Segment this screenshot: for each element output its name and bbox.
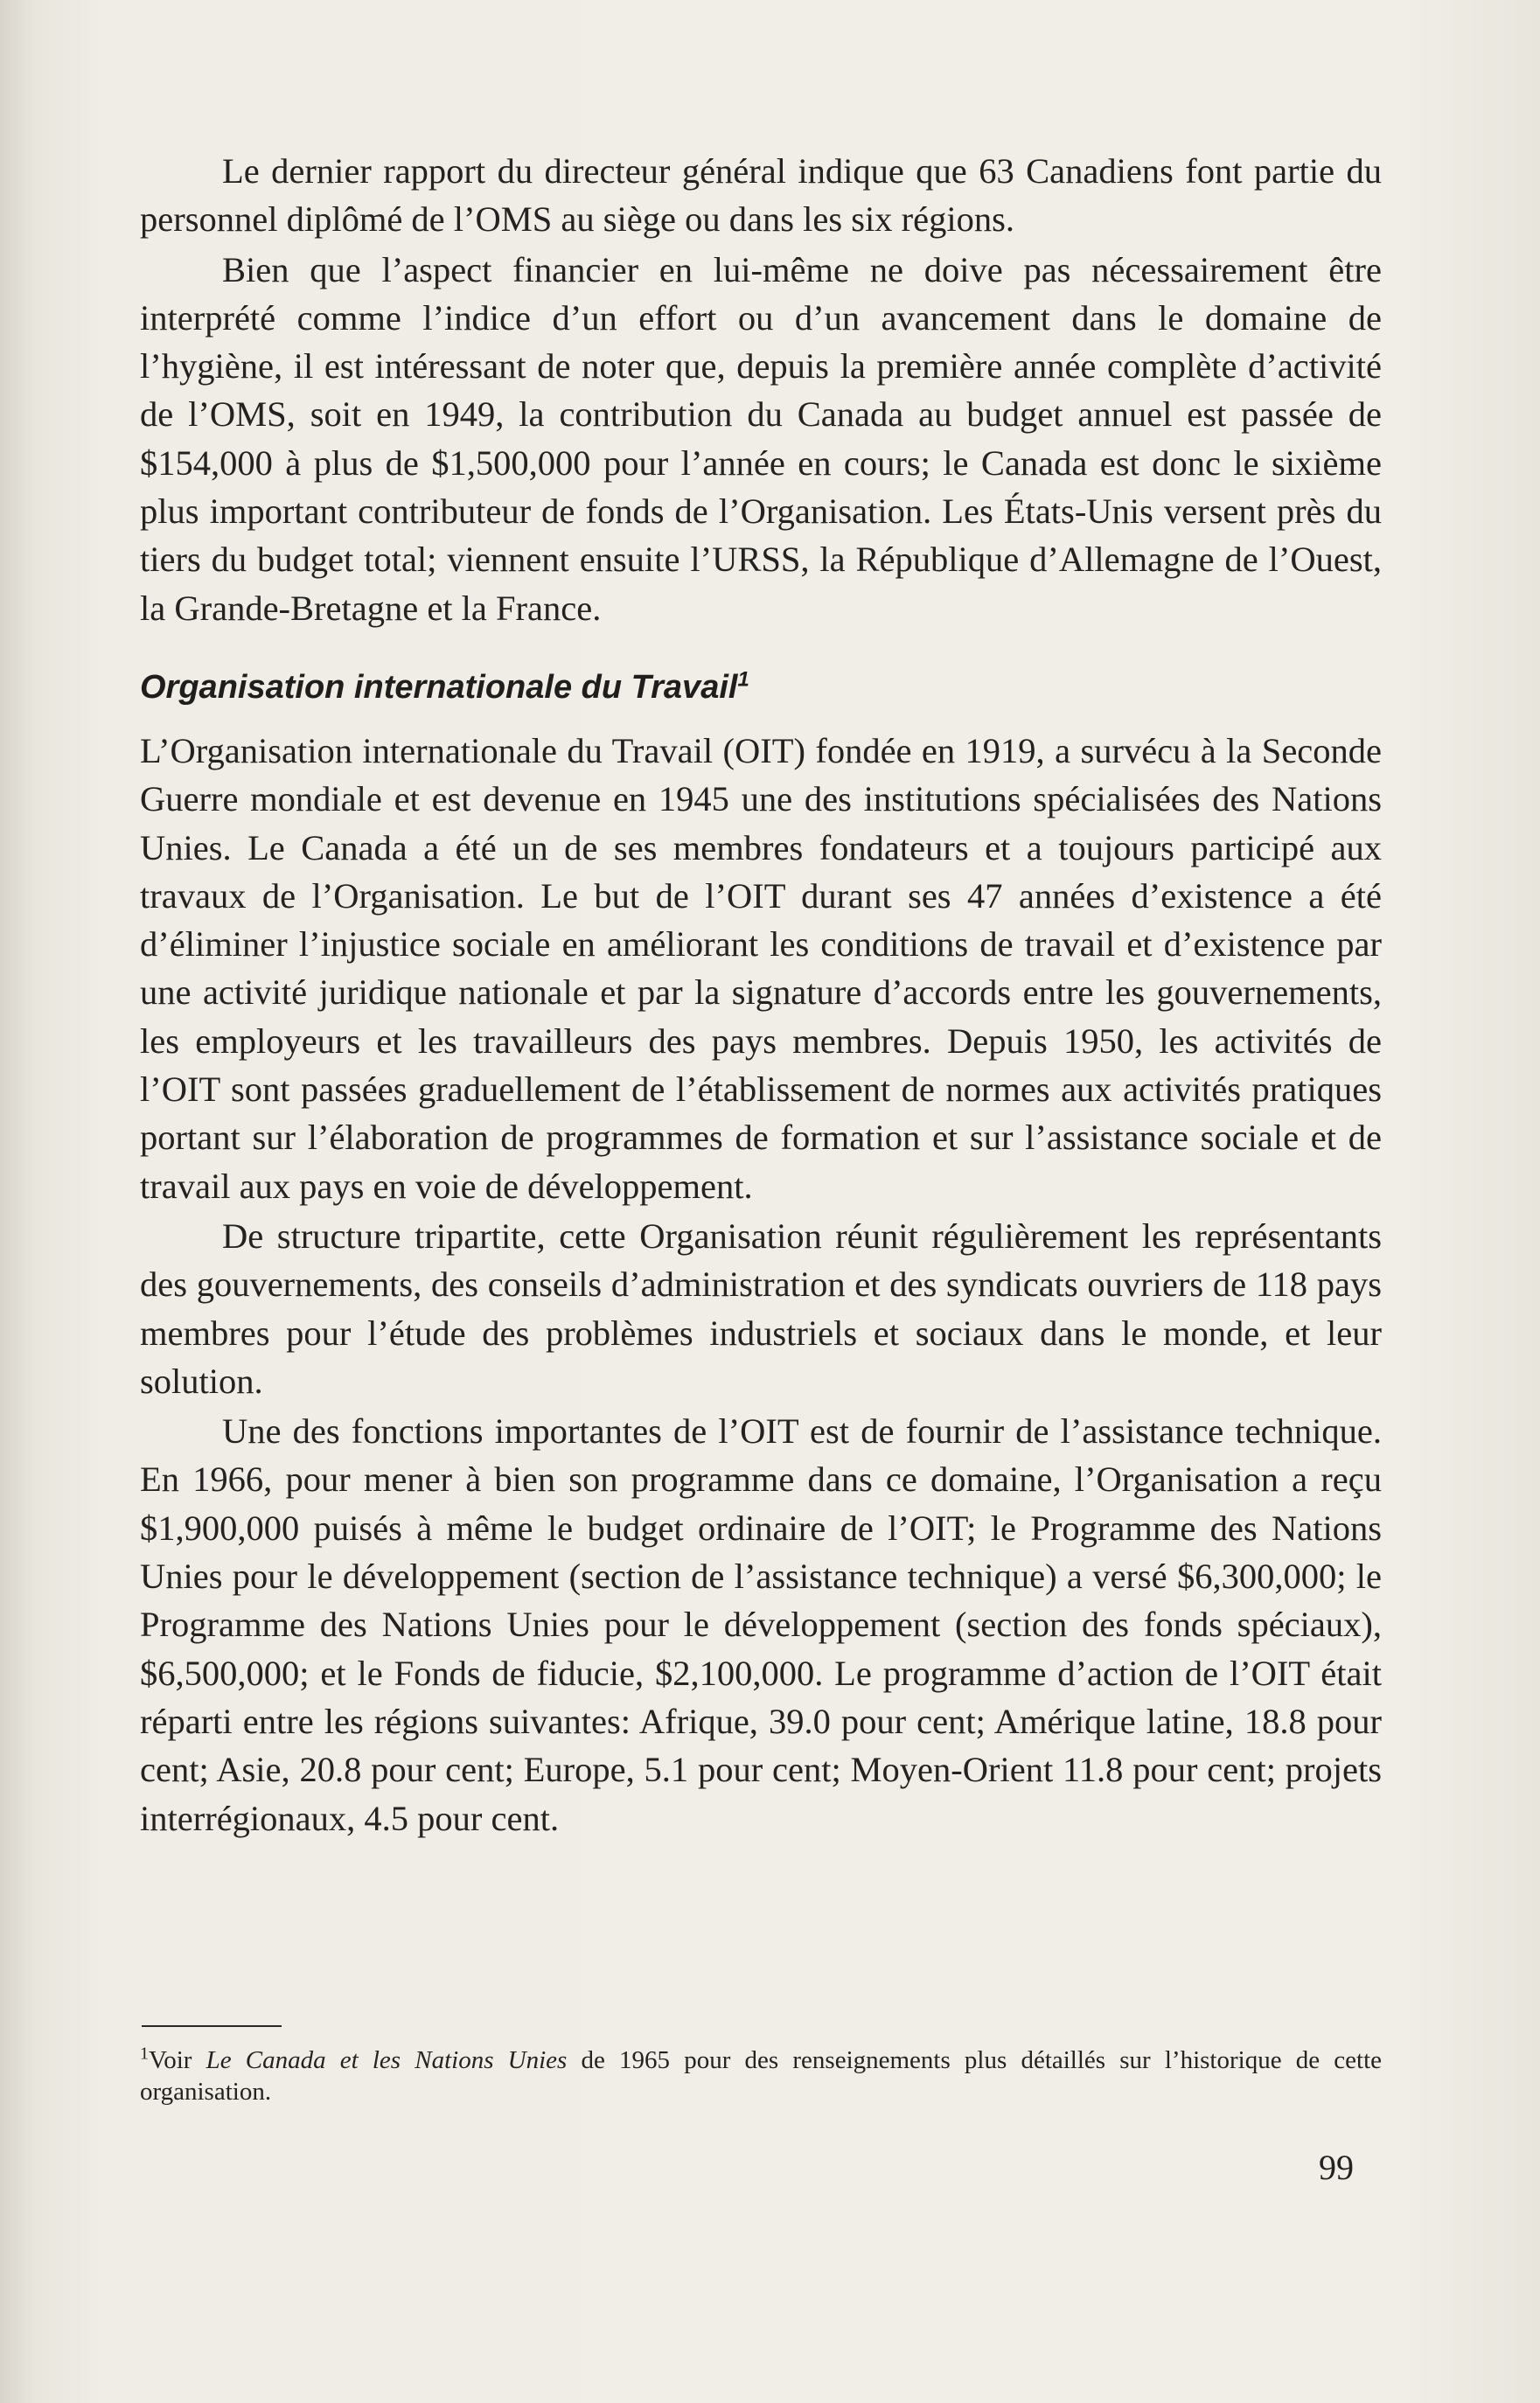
- footnote-after: de 1965 pour des renseignements plus détaillés sur l’historique de cette organisation.: [140, 2046, 1383, 2106]
- body-text: [140, 147, 1382, 1844]
- footnote-reference-title: Le Canada et les Nations Unies: [206, 2046, 568, 2074]
- page-number: 99: [1319, 2148, 1354, 2187]
- footnote-mark: 1: [140, 2044, 149, 2064]
- paragraph-oms-budget: Bien que l’aspect financier en lui-même ne doive pas nécessairement être interprété comme l’indice d’un effort ou d’un avancement dans le domaine de l’hygiène, il est intéressant de noter que, depuis la première année complète d’activité de l’OMS, soit en 1949, la contribution du Canada au budget annuel est passée de $154,000 à plus de $1,500,000 pour l’année en cours; le Canada est donc le sixième plus important contributeur de fonds de l’Organisation. Les États-Unis versent près du tiers du budget total; viennent ensuite l’URSS, la République d’Allemagne de l’Ouest, la Grande-Bretagne et la France.: [140, 249, 1382, 628]
- paragraph-oit-history: L’Organisation internationale du Travail (OIT) fondée en 1919, a survécu à la Seconde Guerre mondiale et est devenue en 1945 une des institutions spécialisées des Nations Unies. Le Canada a été un de ses membres fondateurs et a toujours participé aux travaux de l’Organisation. Le but de l’OIT durant ses 47 années d’existence a été d’éliminer l’injustice sociale en améliorant les conditions de travail et d’existence par une activité juridique nationale et par la signature d’accords entre les gouvernements, les employeurs et les travailleurs des pays membres. Depuis 1950, les activités de l’OIT sont passées graduellement de l’établissement de normes aux activités pratiques portant sur l’élaboration de programmes de formation et sur l’assistance sociale et de travail aux pays en voie de développement.: [140, 730, 1382, 1206]
- footnote-reference: 1: [737, 667, 749, 692]
- footnote-before: Voir: [149, 2046, 206, 2074]
- paragraph-oit-assistance: Une des fonctions importantes de l’OIT est de fournir de l’assistance technique. En 1966, pour mener à bien son programme dans ce domaine, l’Organisation a reçu $1,900,000 puisés à même le budget ordinaire de l’OIT; le Programme des Nations Unies pour le développement (section de l’assistance technique) a versé $6,300,000; le Programme des Nations Unies pour le développement (section des fonds spéciaux), $6,500,000; et le Fonds de fiducie, $2,100,000. Le programme d’action de l’OIT était réparti entre les régions suivantes: Afrique, 39.0 pour cent; Amérique latine, 18.8 pour cent; Asie, 20.8 pour cent; Europe, 5.1 pour cent; Moyen-Orient 11.8 pour cent; projets interrégionaux, 4.5 pour cent.: [140, 1411, 1382, 1838]
- paragraph-oit-structure: De structure tripartite, cette Organisation réunit régulièrement les représentants des gouvernements, des conseils d’administration et des syndicats ouvriers de 118 pays membres pour l’étude des problèmes industriels et sociaux dans le monde, et leur solution.: [140, 1215, 1382, 1401]
- footnote-divider: [142, 2025, 282, 2027]
- footnote: [140, 2044, 1382, 2107]
- paragraph-oms-staff: Le dernier rapport du directeur général indique que 63 Canadiens font partie du personnel diplômé de l’OMS au siège ou dans les six régions.: [140, 151, 1382, 240]
- section-heading: [140, 665, 1382, 709]
- section-heading-text: Organisation internationale du Travail: [140, 668, 738, 706]
